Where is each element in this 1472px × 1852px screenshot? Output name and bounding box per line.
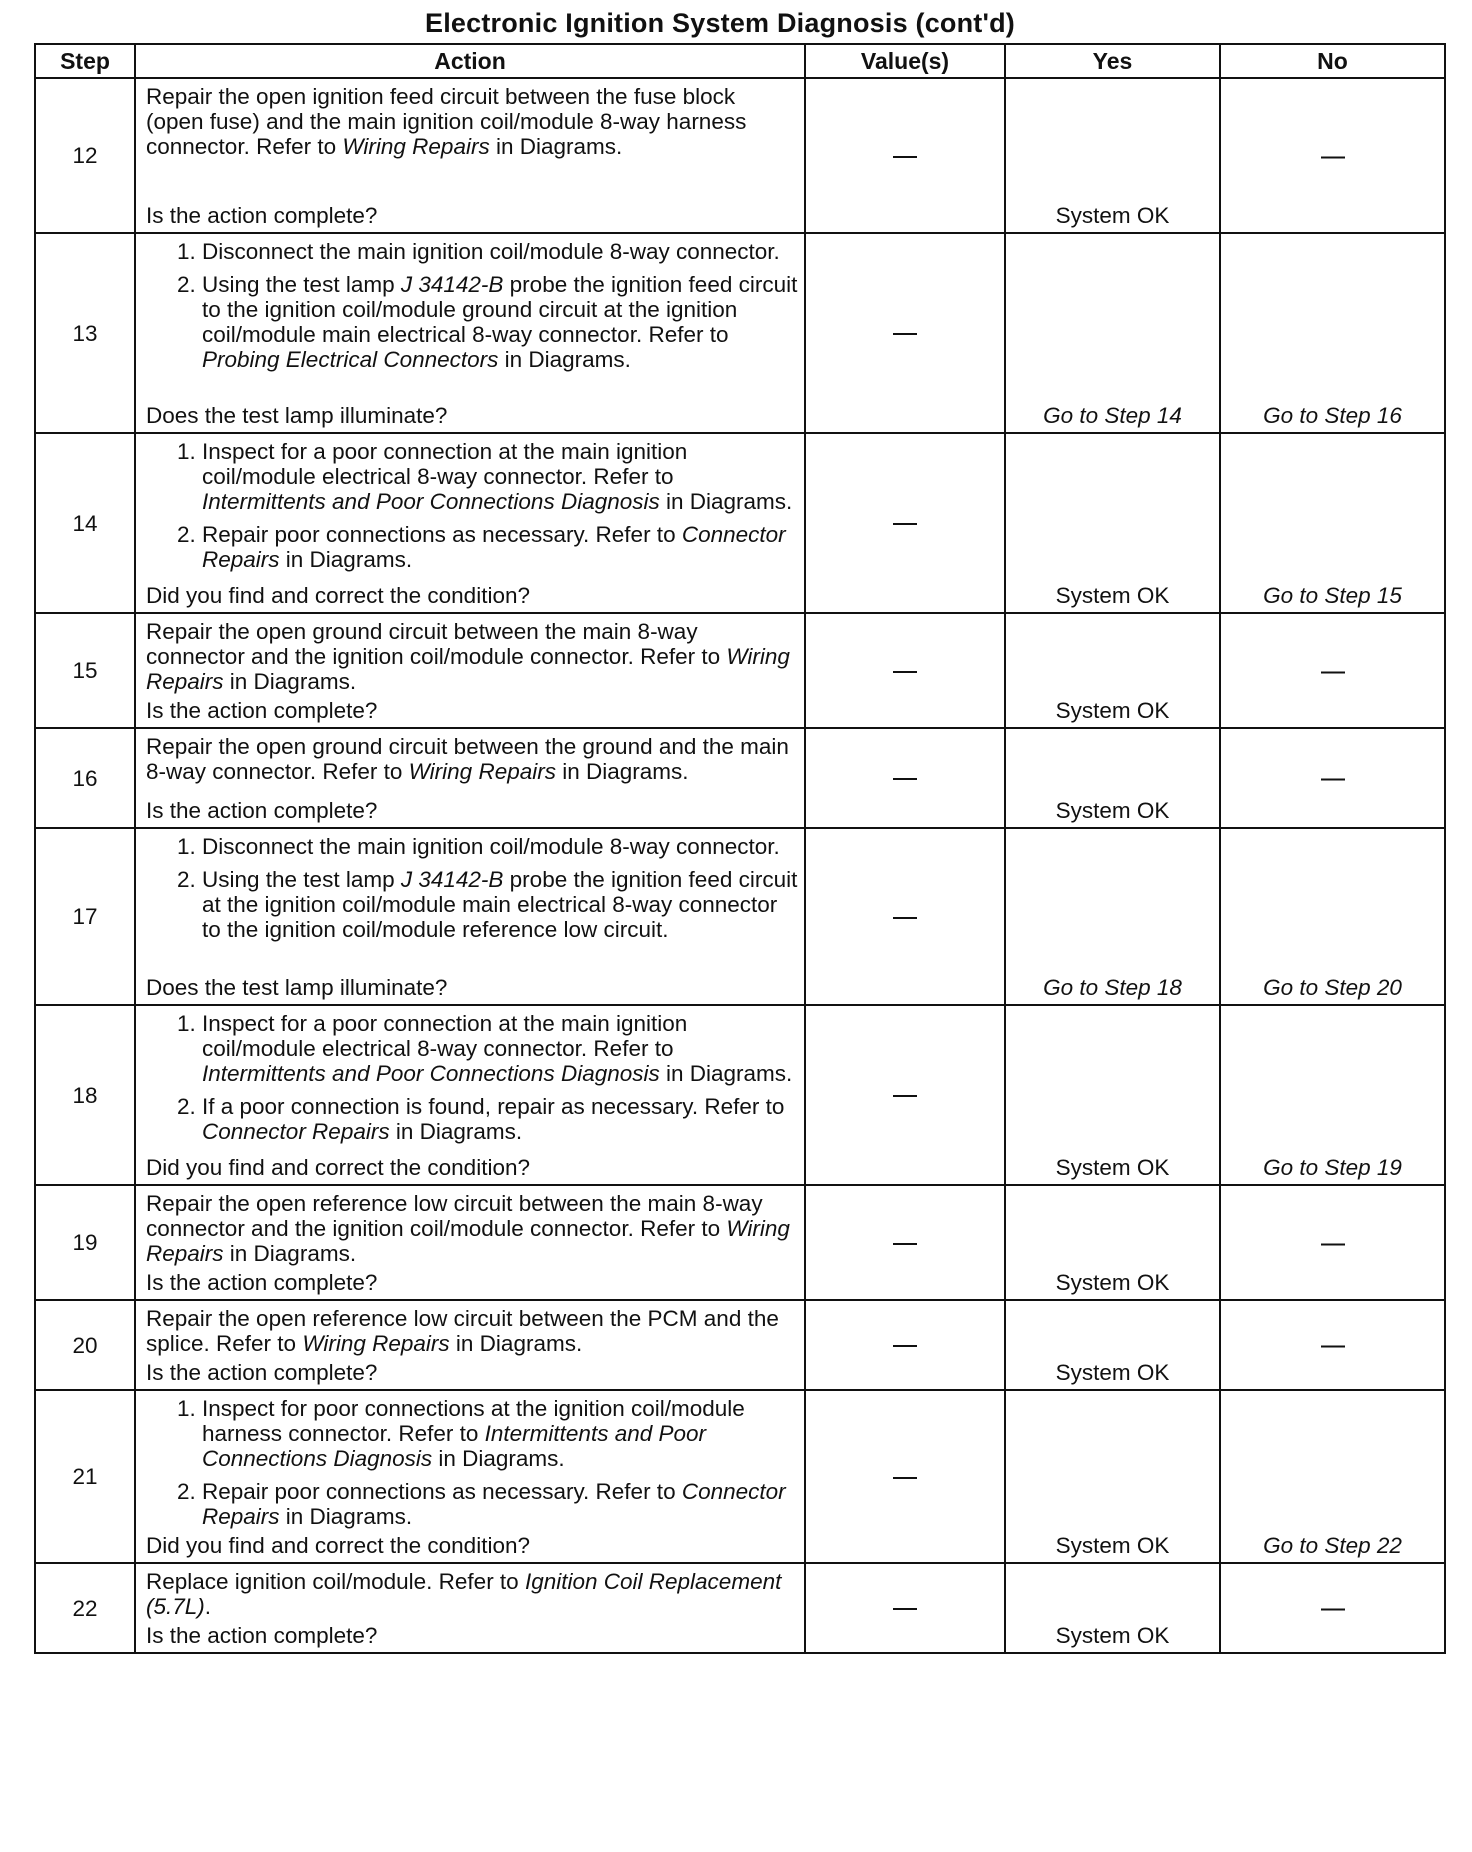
action-text: . [204, 1594, 212, 1619]
action-text: Using the test lamp [202, 272, 401, 297]
step-number: 13 [35, 233, 135, 433]
dash-mark [893, 156, 917, 158]
action-content [146, 84, 798, 228]
action-step-item [202, 239, 798, 264]
action-text: in Diagrams. [659, 489, 793, 514]
step-number: 17 [35, 828, 135, 1005]
no-cell [1220, 1390, 1445, 1563]
yes-cell [1005, 1563, 1220, 1653]
dash-mark [1321, 671, 1345, 673]
no-result-text: Go to Step 19 [1263, 1155, 1402, 1180]
header-yes: Yes [1005, 44, 1220, 78]
action-steps-list [146, 239, 798, 372]
action-text: Inspect for a poor connection at the main ignition coil/module electrical 8-way connector. Refer to [202, 1011, 688, 1061]
action-text: in Diagrams. [555, 759, 689, 784]
action-text: Inspect for a poor connection at the main ignition coil/module electrical 8-way connector. Refer to [202, 439, 688, 489]
action-step-item [202, 1396, 798, 1471]
action-paragraph [146, 1569, 798, 1619]
dash-mark [893, 523, 917, 525]
action-steps-list [146, 439, 798, 572]
table-row [35, 233, 1445, 433]
no-cell [1220, 1005, 1445, 1185]
no-cell [1220, 613, 1445, 728]
yes-result: System OK [1055, 1270, 1170, 1295]
header-row [35, 44, 1445, 78]
action-reference: J 34142-B [400, 272, 504, 297]
action-question: Is the action complete? [146, 203, 378, 228]
action-content [146, 1191, 798, 1295]
action-text: Repair the open reference low circuit between the PCM and the splice. Refer to [146, 1306, 779, 1356]
no-cell [1220, 1563, 1445, 1653]
no-cell [1220, 728, 1445, 828]
action-cell [135, 728, 805, 828]
action-step-item [202, 272, 798, 372]
action-text: Using the test lamp [202, 867, 401, 892]
action-text: Replace ignition coil/module. Refer to [146, 1569, 525, 1594]
no-result [1221, 658, 1444, 683]
yes-result: System OK [1055, 1623, 1170, 1648]
table-row [35, 728, 1445, 828]
action-step-item [202, 834, 798, 859]
action-text: Inspect for poor connections at the ignition coil/module harness connector. Refer to [202, 1396, 745, 1446]
no-result [1221, 1230, 1444, 1255]
no-result-text: Go to Step 20 [1263, 975, 1402, 1000]
yes-result: Go to Step 14 [1043, 403, 1182, 428]
yes-cell [1005, 828, 1220, 1005]
value-cell [805, 1300, 1005, 1390]
action-text: in Diagrams. [432, 1446, 565, 1471]
action-step-item [202, 1094, 798, 1144]
action-reference: Intermittents and Poor Connections Diagnosis [202, 489, 660, 514]
action-text: If a poor connection is found, repair as necessary. Refer to [202, 1094, 785, 1119]
action-reference: Wiring Repairs [146, 1216, 790, 1266]
table-row [35, 1005, 1445, 1185]
yes-cell [1005, 1390, 1220, 1563]
action-reference: Wiring Repairs [302, 1331, 450, 1356]
step-number: 20 [35, 1300, 135, 1390]
step-number: 12 [35, 78, 135, 233]
action-body [146, 1306, 798, 1356]
action-step-item [202, 522, 798, 572]
action-reference: Ignition Coil Replacement (5.7L) [146, 1569, 782, 1619]
action-text: in Diagrams. [279, 547, 413, 572]
action-question: Did you find and correct the condition? [146, 1533, 530, 1558]
dash-mark [893, 778, 917, 780]
action-cell [135, 613, 805, 728]
action-text: in Diagrams. [223, 1241, 357, 1266]
table-row [35, 1300, 1445, 1390]
action-reference: J 34142-B [400, 867, 504, 892]
value-cell [805, 233, 1005, 433]
no-result [1221, 766, 1444, 791]
action-steps-list [146, 834, 798, 942]
action-content [146, 1569, 798, 1648]
action-reference: Wiring Repairs [408, 759, 556, 784]
table-row [35, 1185, 1445, 1300]
action-content [146, 1306, 798, 1385]
step-number: 14 [35, 433, 135, 613]
no-cell [1220, 1300, 1445, 1390]
action-step-item [202, 1479, 798, 1529]
table-row [35, 1390, 1445, 1563]
action-cell [135, 828, 805, 1005]
action-text: in Diagrams. [489, 134, 623, 159]
action-step-item [202, 439, 798, 514]
header-action: Action [135, 44, 805, 78]
action-content [146, 1396, 798, 1558]
value-cell [805, 78, 1005, 233]
no-result [1221, 143, 1444, 168]
action-text: in Diagrams. [498, 347, 631, 372]
action-text: in Diagrams. [449, 1331, 583, 1356]
action-paragraph [146, 1306, 798, 1356]
no-cell [1220, 233, 1445, 433]
yes-cell [1005, 728, 1220, 828]
step-number: 21 [35, 1390, 135, 1563]
action-paragraph [146, 734, 798, 784]
action-text: in Diagrams. [659, 1061, 793, 1086]
action-cell [135, 1300, 805, 1390]
yes-cell [1005, 1300, 1220, 1390]
dash-mark [893, 917, 917, 919]
action-body [146, 1396, 798, 1529]
table-row [35, 828, 1445, 1005]
no-cell [1220, 1185, 1445, 1300]
value-cell [805, 613, 1005, 728]
value-cell [805, 828, 1005, 1005]
table-row [35, 433, 1445, 613]
value-cell [805, 1390, 1005, 1563]
action-body [146, 84, 798, 199]
no-result-text: Go to Step 15 [1263, 583, 1402, 608]
action-question: Did you find and correct the condition? [146, 583, 530, 608]
step-number: 19 [35, 1185, 135, 1300]
step-number: 16 [35, 728, 135, 828]
dash-mark [893, 1095, 917, 1097]
action-body [146, 734, 798, 794]
no-result [1221, 403, 1444, 428]
header-no: No [1220, 44, 1445, 78]
dash-mark [1321, 1609, 1345, 1611]
yes-result: Go to Step 18 [1043, 975, 1182, 1000]
action-text: Repair poor connections as necessary. Refer to [202, 522, 682, 547]
no-result [1221, 975, 1444, 1000]
action-cell [135, 1185, 805, 1300]
dash-mark [1321, 1346, 1345, 1348]
action-body [146, 239, 798, 399]
action-question: Is the action complete? [146, 1623, 378, 1648]
yes-result: System OK [1055, 203, 1170, 228]
action-text: in Diagrams. [279, 1504, 413, 1529]
value-cell [805, 1005, 1005, 1185]
yes-cell [1005, 78, 1220, 233]
action-text: in Diagrams. [223, 669, 357, 694]
yes-result: System OK [1055, 1533, 1170, 1558]
yes-result: System OK [1055, 583, 1170, 608]
action-question: Is the action complete? [146, 1360, 378, 1385]
action-body [146, 1191, 798, 1266]
action-text: Repair the open ground circuit between the ground and the main 8-way connector. Refer to [146, 734, 789, 784]
action-question: Did you find and correct the condition? [146, 1155, 530, 1180]
dash-mark [1321, 779, 1345, 781]
table-row [35, 613, 1445, 728]
action-steps-list [146, 1011, 798, 1144]
no-cell [1220, 78, 1445, 233]
step-number: 22 [35, 1563, 135, 1653]
no-result [1221, 1533, 1444, 1558]
yes-result: System OK [1055, 1155, 1170, 1180]
yes-cell [1005, 433, 1220, 613]
yes-result: System OK [1055, 698, 1170, 723]
value-cell [805, 433, 1005, 613]
action-steps-list [146, 1396, 798, 1529]
action-body [146, 1011, 798, 1151]
action-body [146, 1569, 798, 1619]
no-result-text: Go to Step 22 [1263, 1533, 1402, 1558]
action-reference: Intermittents and Poor Connections Diagnosis [202, 1421, 707, 1471]
table-row [35, 78, 1445, 233]
yes-result: System OK [1055, 798, 1170, 823]
dash-mark [893, 1243, 917, 1245]
action-cell [135, 78, 805, 233]
dash-mark [893, 1608, 917, 1610]
no-cell [1220, 433, 1445, 613]
action-body [146, 834, 798, 971]
action-reference: Connector Repairs [202, 522, 786, 572]
action-text: Repair poor connections as necessary. Refer to [202, 1479, 682, 1504]
action-reference: Wiring Repairs [146, 644, 790, 694]
action-cell [135, 433, 805, 613]
action-question: Is the action complete? [146, 698, 378, 723]
value-cell [805, 1185, 1005, 1300]
action-body [146, 439, 798, 579]
diagnosis-table [34, 43, 1446, 1654]
action-paragraph [146, 1191, 798, 1266]
action-text: Disconnect the main ignition coil/module 8-way connector. [202, 239, 780, 264]
action-question: Does the test lamp illuminate? [146, 975, 448, 1000]
action-reference: Connector Repairs [202, 1479, 786, 1529]
yes-cell [1005, 1185, 1220, 1300]
action-step-item [202, 1011, 798, 1086]
no-result [1221, 1155, 1444, 1180]
action-paragraph [146, 84, 798, 159]
action-cell [135, 1005, 805, 1185]
action-text: Repair the open ignition feed circuit between the fuse block (open fuse) and the main ignition coil/module 8-way harness connector. Refer to [146, 84, 747, 159]
dash-mark [893, 671, 917, 673]
dash-mark [893, 333, 917, 335]
no-result-text: Go to Step 16 [1263, 403, 1402, 428]
step-number: 15 [35, 613, 135, 728]
table-row [35, 1563, 1445, 1653]
page-title: Electronic Ignition System Diagnosis (cont'd) [425, 8, 1015, 38]
action-question: Is the action complete? [146, 1270, 378, 1295]
action-text: Disconnect the main ignition coil/module 8-way connector. [202, 834, 780, 859]
yes-cell [1005, 1005, 1220, 1185]
action-content [146, 619, 798, 723]
action-cell [135, 233, 805, 433]
action-content [146, 1011, 798, 1180]
dash-mark [893, 1477, 917, 1479]
dash-mark [1321, 156, 1345, 158]
no-cell [1220, 828, 1445, 1005]
action-paragraph [146, 619, 798, 694]
action-cell [135, 1390, 805, 1563]
action-text: in Diagrams. [389, 1119, 523, 1144]
action-content [146, 239, 798, 428]
dash-mark [893, 1345, 917, 1347]
action-question: Does the test lamp illuminate? [146, 403, 448, 428]
action-body [146, 619, 798, 694]
value-cell [805, 728, 1005, 828]
action-reference: Connector Repairs [202, 1119, 390, 1144]
action-text: Repair the open reference low circuit between the main 8-way connector and the ignition coil/module connector. Refer to [146, 1191, 763, 1241]
action-text: probe the ignition feed circuit to the ignition coil/module ground circuit at the ignition coil/module main electrical 8-way connector. Refer to [202, 272, 798, 347]
action-reference: Probing Electrical Connectors [202, 347, 499, 372]
yes-cell [1005, 613, 1220, 728]
header-step: Step [35, 44, 135, 78]
no-result [1221, 1333, 1444, 1358]
action-content [146, 439, 798, 608]
action-cell [135, 1563, 805, 1653]
dash-mark [1321, 1243, 1345, 1245]
value-cell [805, 1563, 1005, 1653]
action-text: Repair the open ground circuit between the main 8-way connector and the ignition coil/module connector. Refer to [146, 619, 727, 669]
action-text: probe the ignition feed circuit at the ignition coil/module main electrical 8-way connector to the ignition coil/module reference low circuit. [202, 867, 798, 942]
action-step-item [202, 867, 798, 942]
action-question: Is the action complete? [146, 798, 378, 823]
yes-cell [1005, 233, 1220, 433]
header-values: Value(s) [805, 44, 1005, 78]
yes-result: System OK [1055, 1360, 1170, 1385]
no-result [1221, 583, 1444, 608]
action-content [146, 834, 798, 1000]
step-number: 18 [35, 1005, 135, 1185]
action-content [146, 734, 798, 823]
action-reference: Intermittents and Poor Connections Diagnosis [202, 1061, 660, 1086]
action-reference: Wiring Repairs [342, 134, 490, 159]
no-result [1221, 1596, 1444, 1621]
